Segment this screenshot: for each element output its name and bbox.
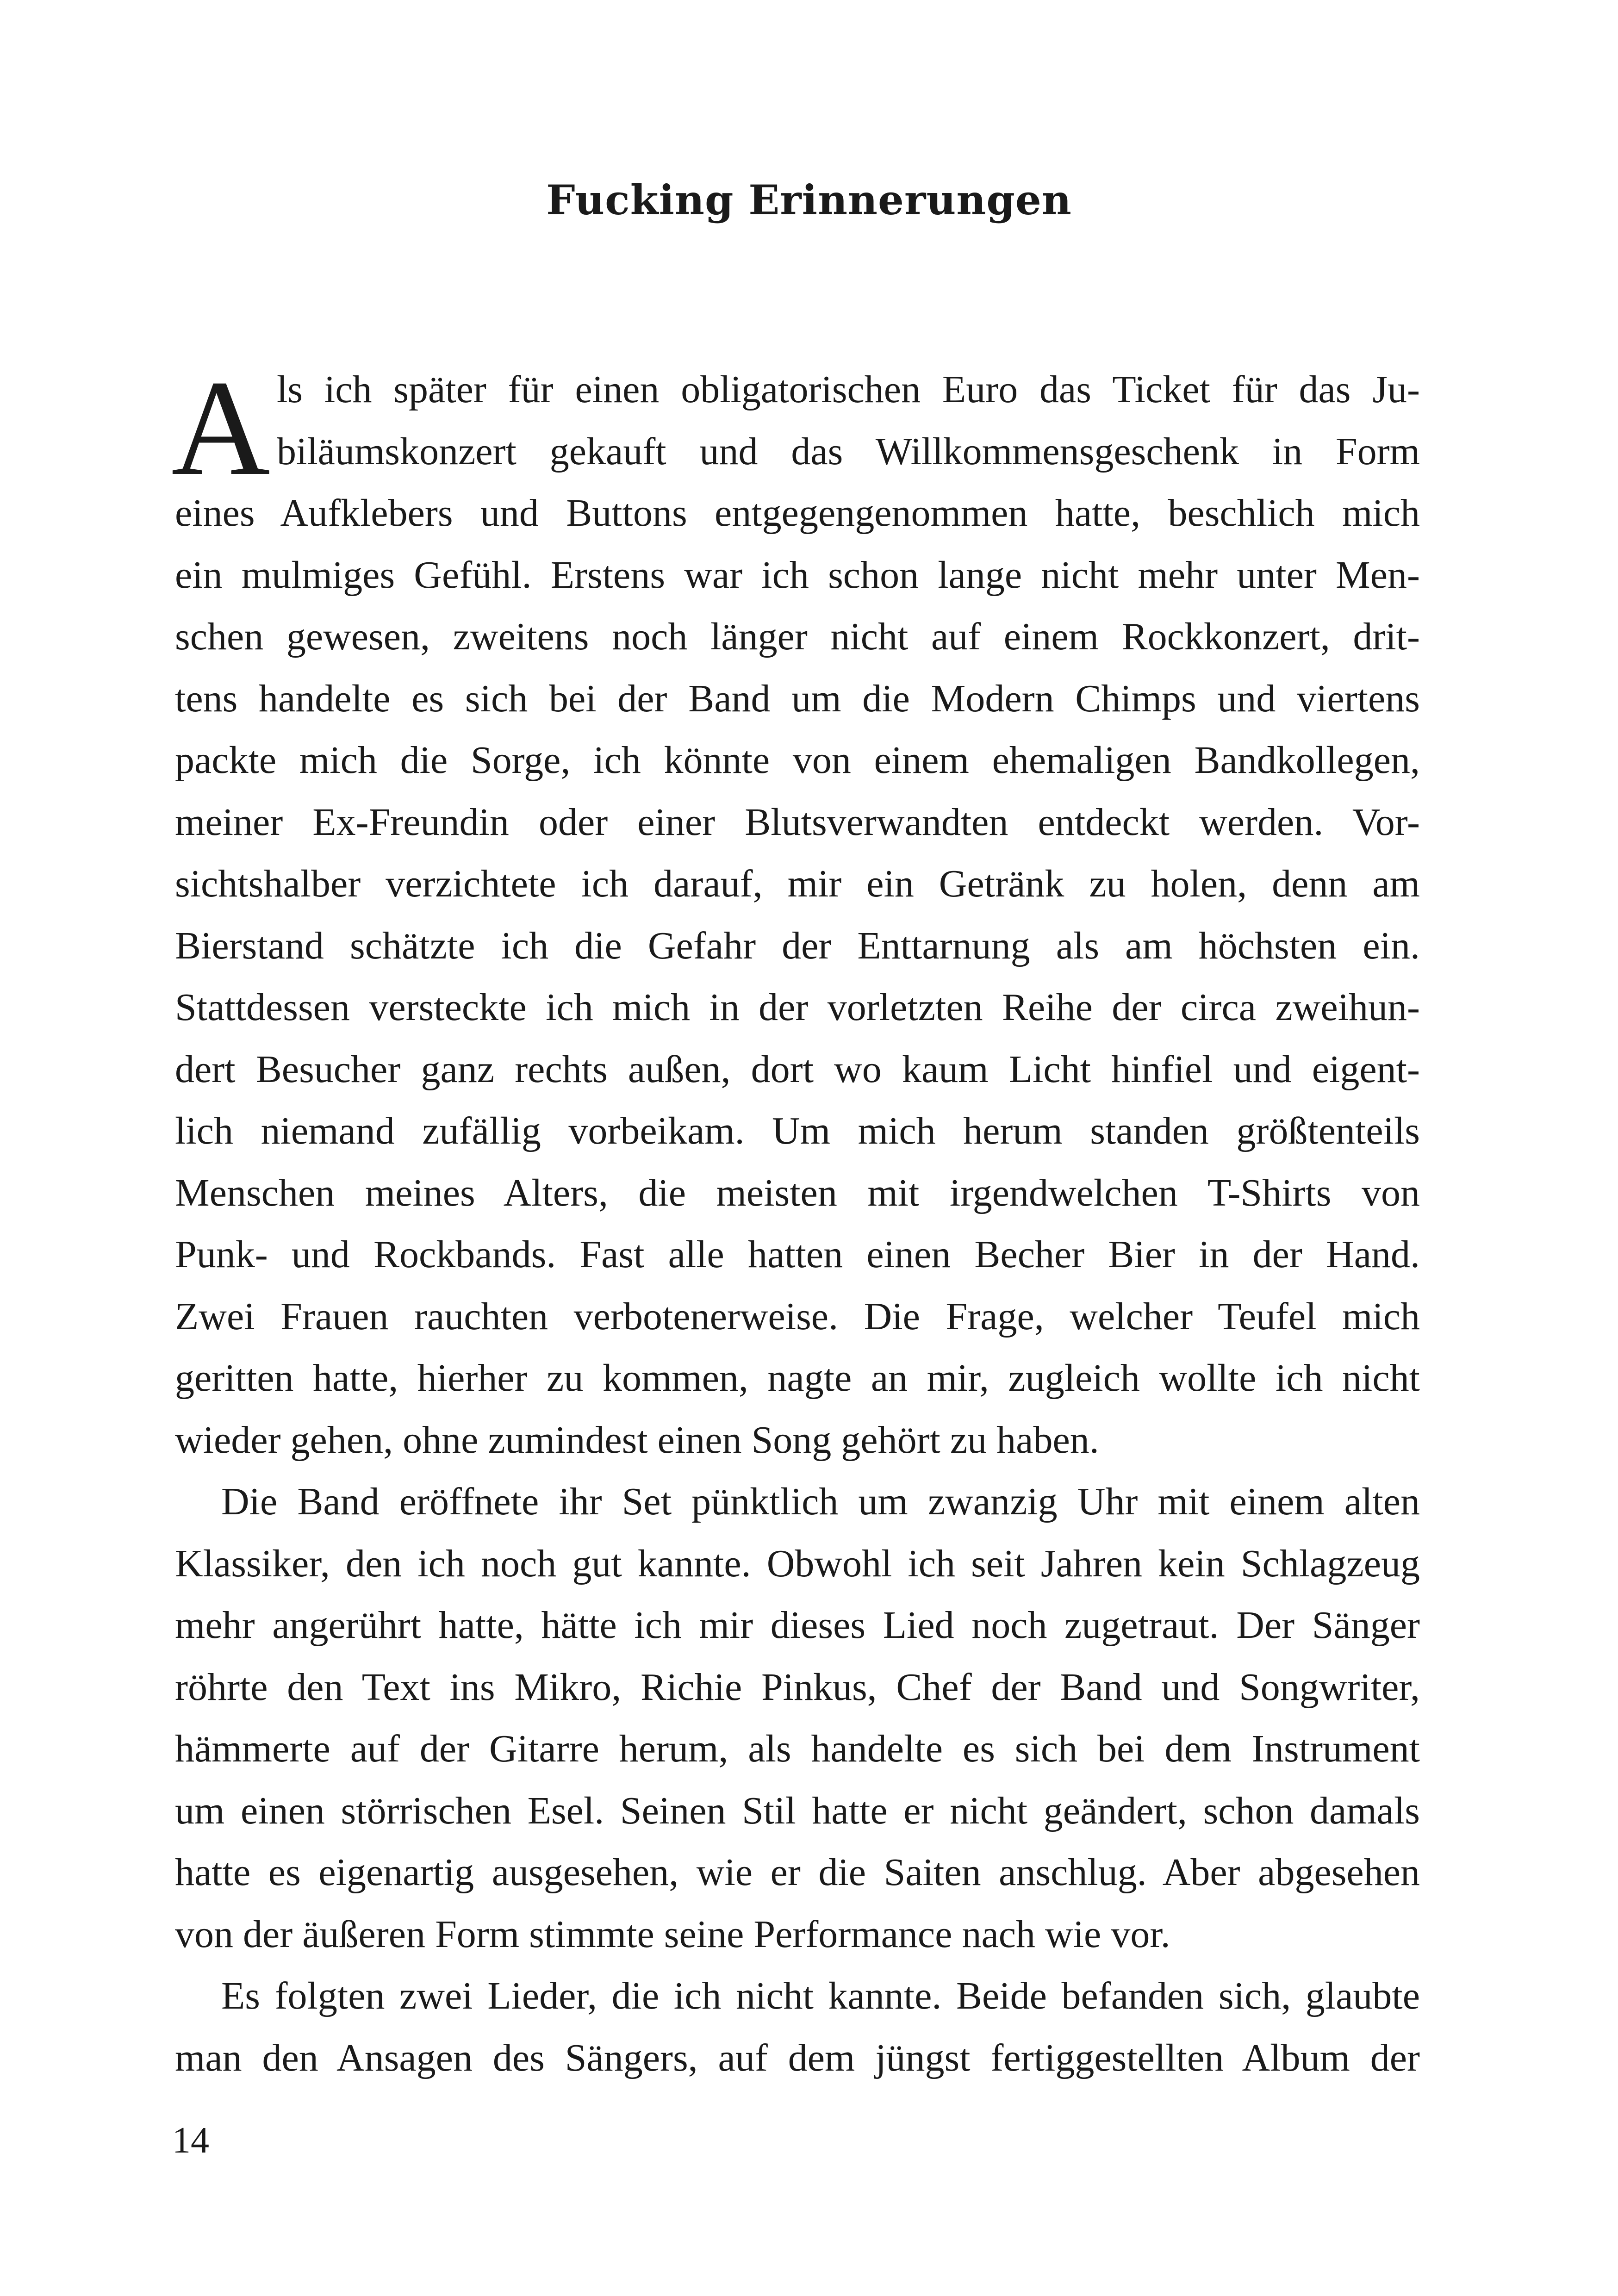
text-line: Die Band eröffnete ihr Set pünktlich um zwanzig Uhr mit einem alten: [221, 1480, 1420, 1523]
text-line: Zwei Frauen rauchten verbotenerweise. Die Frage, welcher Teufel mich: [175, 1294, 1420, 1338]
text-line: geritten hatte, hierher zu kommen, nagte an mir, zugleich wollte ich nicht: [175, 1356, 1420, 1400]
text-line: Es folgten zwei Lieder, die ich nicht kannte. Beide befanden sich, glaubte: [221, 1974, 1420, 2017]
text-line: um einen störrischen Esel. Seinen Stil hatte er nicht geändert, schon damals: [175, 1789, 1420, 1832]
text-line: röhrte den Text ins Mikro, Richie Pinkus, Chef der Band und Songwriter,: [175, 1665, 1420, 1709]
text-line: meiner Ex-Freundin oder einer Blutsverwandten entdeckt werden. Vor-: [175, 800, 1420, 844]
text-line: dert Besucher ganz rechts außen, dort wo kaum Licht hinfiel und eigent-: [175, 1047, 1420, 1091]
drop-cap: A: [171, 352, 270, 504]
text-line: Punk- und Rockbands. Fast alle hatten einen Becher Bier in der Hand.: [175, 1233, 1420, 1276]
text-line: von der äußeren Form stimmte seine Performance nach wie vor.: [175, 1912, 1170, 1956]
text-line: eines Aufklebers und Buttons entgegengenommen hatte, beschlich mich: [175, 492, 1420, 535]
text-line: Bierstand schätzte ich die Gefahr der Enttarnung als am höchsten ein.: [175, 924, 1420, 967]
text-line: mehr angerührt hatte, hätte ich mir dieses Lied noch zugetraut. Der Sänger: [175, 1604, 1420, 1647]
text-line: packte mich die Sorge, ich könnte von einem ehemaligen Bandkollegen,: [175, 739, 1420, 782]
text-line: wieder gehen, ohne zumindest einen Song gehört zu haben.: [175, 1418, 1099, 1462]
text-line: Klassiker, den ich noch gut kannte. Obwohl ich seit Jahren kein Schlagzeug: [175, 1542, 1420, 1585]
body-text: [171, 352, 1420, 2089]
text-line: lich niemand zufällig vorbeikam. Um mich herum standen größtenteils: [175, 1109, 1420, 1152]
text-line: ein mulmiges Gefühl. Erstens war ich schon lange nicht mehr unter Men-: [175, 553, 1420, 597]
text-line: hatte es eigenartig ausgesehen, wie er die Saiten anschlug. Aber abgesehen: [175, 1851, 1420, 1894]
text-line: sichtshalber verzichtete ich darauf, mir ein Getränk zu holen, denn am: [175, 862, 1420, 905]
text-line: man den Ansagen des Sängers, auf dem jüngst fertiggestellten Album der: [175, 2036, 1420, 2079]
text-line: biläumskonzert gekauft und das Willkommensgeschenk in Form: [277, 429, 1420, 473]
text-line: tens handelte es sich bei der Band um die Modern Chimps und viertens: [175, 677, 1420, 720]
text-line: ls ich später für einen obligatorischen Euro das Ticket für das Ju-: [277, 368, 1420, 411]
text-line: Menschen meines Alters, die meisten mit irgendwelchen T-Shirts von: [175, 1171, 1420, 1214]
text-line: schen gewesen, zweitens noch länger nicht auf einem Rockkonzert, drit-: [175, 615, 1420, 658]
text-line: Stattdessen versteckte ich mich in der vorletzten Reihe der circa zweihun-: [175, 986, 1420, 1029]
chapter-title: Fucking Erinnerungen: [546, 176, 1072, 224]
text-line: hämmerte auf der Gitarre herum, als handelte es sich bei dem Instrument: [175, 1727, 1420, 1770]
page-number: 14: [172, 2120, 209, 2161]
